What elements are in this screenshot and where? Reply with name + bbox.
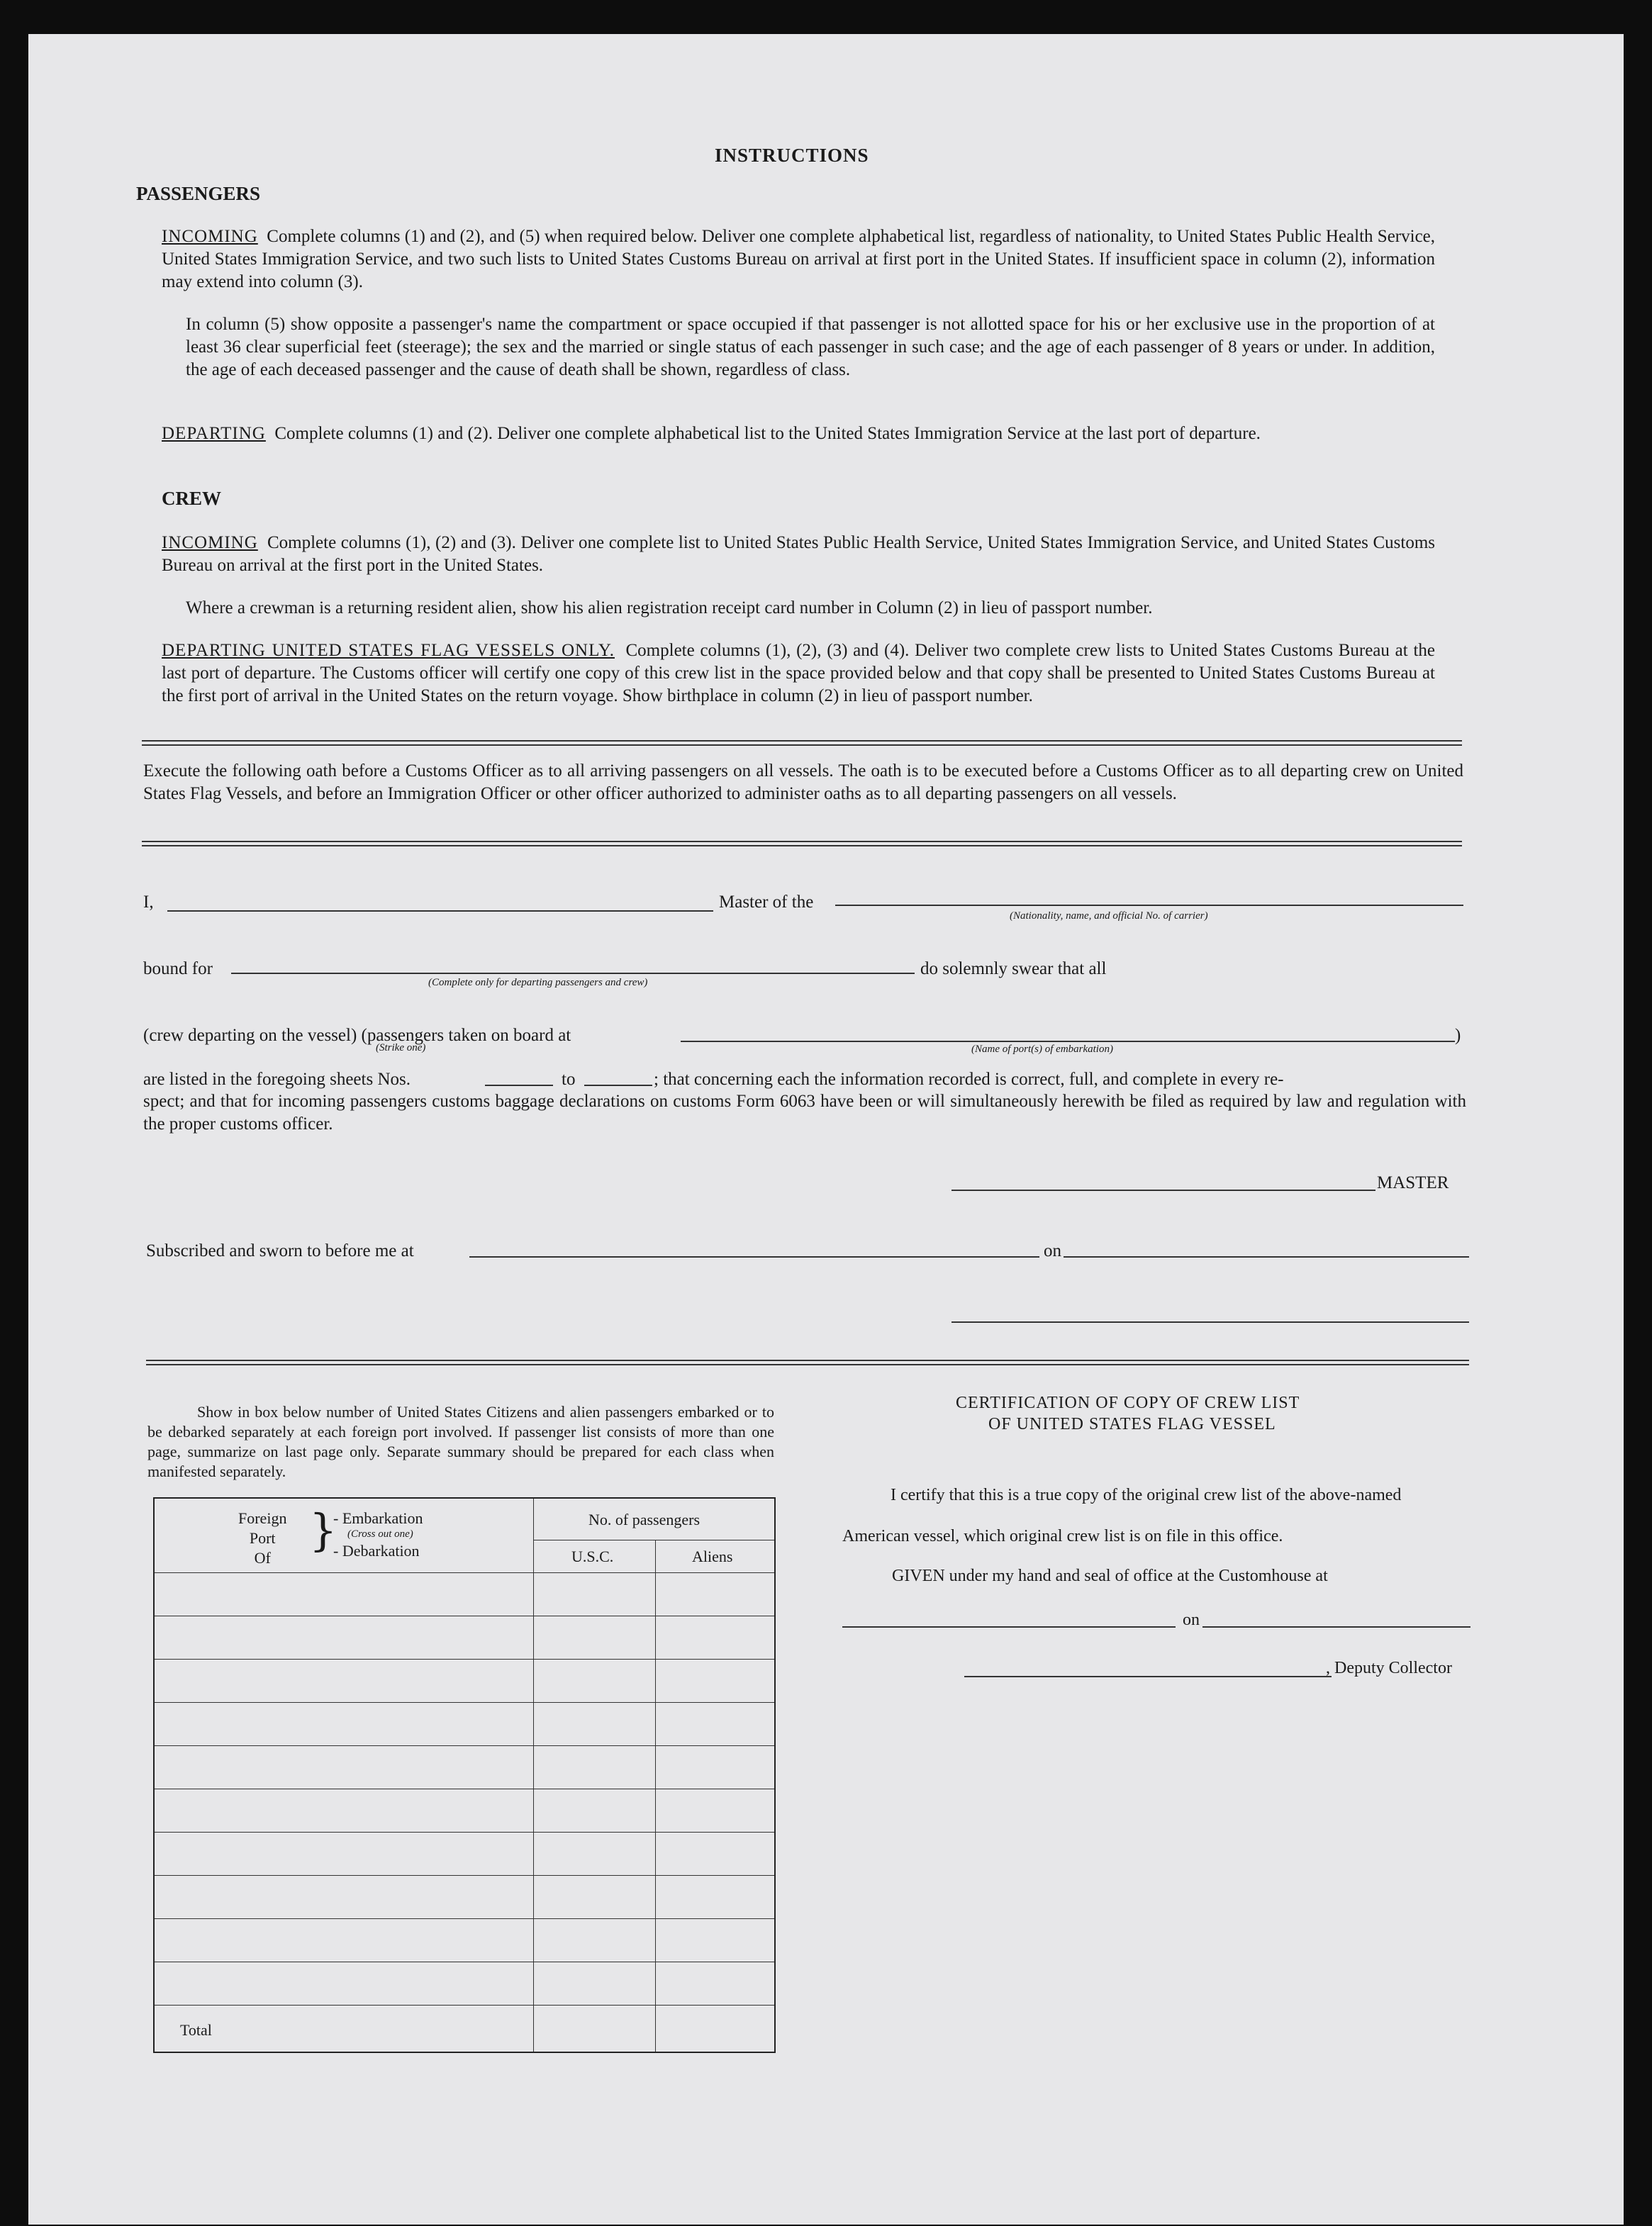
table-row[interactable] <box>155 1745 774 1746</box>
crew-flag-paragraph <box>162 639 1435 707</box>
crew-heading: CREW <box>162 488 222 509</box>
listed-prefix: are listed in the foregoing sheets Nos. <box>143 1070 411 1089</box>
crew-incoming-text: Complete columns (1), (2) and (3). Deliver one complete list to United States Public Health Service, United States Immigration Service, and United States Customs Bureau on arrival at the first port in the United States. <box>162 533 1436 575</box>
subscribed-on-label: on <box>1044 1241 1061 1260</box>
carrier-field[interactable] <box>835 905 1463 906</box>
passengers-incoming-paragraph <box>162 225 1435 293</box>
crew-flag-text: Complete columns (1), (2), (3) and (4). Deliver two complete crew lists to United States Customs Bureau at the last port of departure. The Customs officer will certify one copy of this crew list in the space provided below and that copy shall be presented to United States Customs Bureau at the first port of arrival in the United States on the return voyage. Show birthplace in column (2) in lieu of passport number. <box>162 641 1435 705</box>
ports-caption: (Name of port(s) of embarkation) <box>971 1044 1113 1055</box>
table-row[interactable] <box>155 1832 774 1833</box>
passengers-heading: PASSENGERS <box>136 183 261 204</box>
brace-icon: } <box>309 1504 337 1556</box>
passengers-departing-key: DEPARTING <box>162 424 266 443</box>
table-row[interactable] <box>155 2005 774 2006</box>
table-row[interactable] <box>155 1918 774 1919</box>
customhouse-date-field[interactable] <box>1202 1626 1470 1628</box>
passengers-incoming-key: INCOMING <box>162 227 258 246</box>
oath-execute-text: Execute the following oath before a Customs Officer as to all arriving passengers on all vessels. The oath is to be executed before a Customs Officer as to all departing crew on United States Flag Vessels, and before an Immigration Officer or other officer authorized to administer oaths as to all departing passengers on all vessels. <box>143 761 1463 803</box>
carrier-caption: (Nationality, name, and official No. of carrier) <box>1010 910 1208 922</box>
deputy-signature-field[interactable] <box>964 1676 1332 1677</box>
strike-one-caption: (Strike one) <box>376 1042 426 1053</box>
crew-resident-text: Where a crewman is a returning resident alien, show his alien registration receipt card number in Column (2) in lieu of passport number. <box>186 598 1153 617</box>
crew-incoming-paragraph <box>162 532 1435 577</box>
passenger-summary-table <box>153 1497 776 2053</box>
master-of-label: Master of the <box>719 893 814 912</box>
embarkation-label: - Embarkation <box>333 1509 423 1527</box>
given-line: GIVEN under my hand and seal of office at the Customhouse at <box>892 1567 1328 1585</box>
crew-flag-key: DEPARTING UNITED STATES FLAG VESSELS ONLY. <box>162 641 615 660</box>
master-signature-field[interactable] <box>951 1190 1375 1191</box>
total-label: Total <box>180 2021 212 2039</box>
swear-label: do solemnly swear that all <box>920 959 1107 978</box>
certification-title-1: CERTIFICATION OF COPY OF CREW LIST <box>956 1394 1300 1412</box>
master-label: MASTER <box>1377 1173 1449 1192</box>
bound-for-field[interactable] <box>231 973 915 974</box>
passengers-departing-paragraph <box>162 423 1435 445</box>
certify-line-2: American vessel, which original crew list is on file in this office. <box>842 1527 1283 1545</box>
crew-departing-label: (crew departing on the vessel) (passengers taken on board at <box>143 1026 571 1045</box>
subscribed-label: Subscribed and sworn to before me at <box>146 1241 414 1260</box>
passengers-column5-text: In column (5) show opposite a passenger's name the compartment or space occupied if that passenger is not allotted space for his or her exclusive use in the proportion of at least 36 clear superficial feet (steerage); the sex and the married or single status of each passenger in such case; and the age of each passenger of 8 years or under. In addition, the age of each deceased passenger and the cause of death shall be shown, regardless of class. <box>186 315 1435 379</box>
certification-title-2: OF UNITED STATES FLAG VESSEL <box>988 1415 1276 1433</box>
crew-resident-paragraph <box>186 597 1435 620</box>
usc-header: U.S.C. <box>571 1548 614 1565</box>
subscribed-place-field[interactable] <box>469 1256 1039 1258</box>
customhouse-place-field[interactable] <box>842 1626 1176 1628</box>
crew-incoming-key: INCOMING <box>162 533 258 552</box>
table-row[interactable] <box>155 1875 774 1876</box>
subscribed-date-field[interactable] <box>1064 1256 1469 1258</box>
section-divider-top <box>142 740 1462 746</box>
oath-i-label: I, <box>143 893 154 912</box>
table-row[interactable] <box>155 1659 774 1660</box>
no-of-passengers-header: No. of passengers <box>588 1511 701 1528</box>
complete-only-caption: (Complete only for departing passengers and crew) <box>428 977 648 988</box>
page-title: INSTRUCTIONS <box>715 145 869 166</box>
sheet-from-field[interactable] <box>485 1085 553 1086</box>
section-divider-oath <box>142 841 1462 846</box>
passengers-incoming-text: Complete columns (1) and (2), and (5) when required below. Deliver one complete alphabetical list, regardless of nationality, to United States Public Health Service, United States Immigration Service, and two such lists to United States Customs Bureau on arrival at first port in the United States. If insufficient space in column (2), information may extend into column (3). <box>162 227 1436 291</box>
listed-rest: spect; and that for incoming passengers customs baggage declarations on customs Form 6063 have been or will simultaneously herewith be filed as required by law and regulation with the proper customs officer. <box>143 1092 1466 1134</box>
summary-instructions: Show in box below number of United States Citizens and alien passengers embarked or to be debarked separately at each foreign port involved. If passenger list consists of more than one page, summarize on last page only. Separate summary should be prepared for each class when manifested separately. <box>147 1403 774 1480</box>
ports-close-paren: ) <box>1455 1026 1461 1045</box>
bound-for-label: bound for <box>143 959 213 978</box>
passengers-column5-paragraph <box>186 313 1435 381</box>
aliens-header: Aliens <box>692 1548 733 1565</box>
sheet-to-field[interactable] <box>584 1085 652 1086</box>
oath-execute-paragraph <box>143 760 1463 805</box>
certification-on-label: on <box>1183 1611 1200 1629</box>
officer-signature-field[interactable] <box>951 1321 1469 1323</box>
listed-suffix: ; that concerning each the information recorded is correct, full, and complete in every re- <box>654 1070 1284 1089</box>
passengers-departing-text: Complete columns (1) and (2). Deliver one complete alphabetical list to the United States Immigration Service at the last port of departure. <box>274 424 1261 443</box>
deputy-collector-label: , Deputy Collector <box>1326 1659 1452 1677</box>
listed-to: to <box>562 1070 576 1089</box>
foreign-port-label: Foreign Port Of <box>238 1509 287 1567</box>
master-name-field[interactable] <box>167 910 713 912</box>
certify-line-1: I certify that this is a true copy of the original crew list of the above-named <box>891 1486 1402 1504</box>
ports-field[interactable] <box>681 1041 1455 1042</box>
table-row[interactable] <box>155 1702 774 1703</box>
section-divider-bottom <box>146 1360 1469 1365</box>
cross-out-caption: (Cross out one) <box>347 1528 413 1540</box>
debarkation-label: - Debarkation <box>333 1542 420 1560</box>
